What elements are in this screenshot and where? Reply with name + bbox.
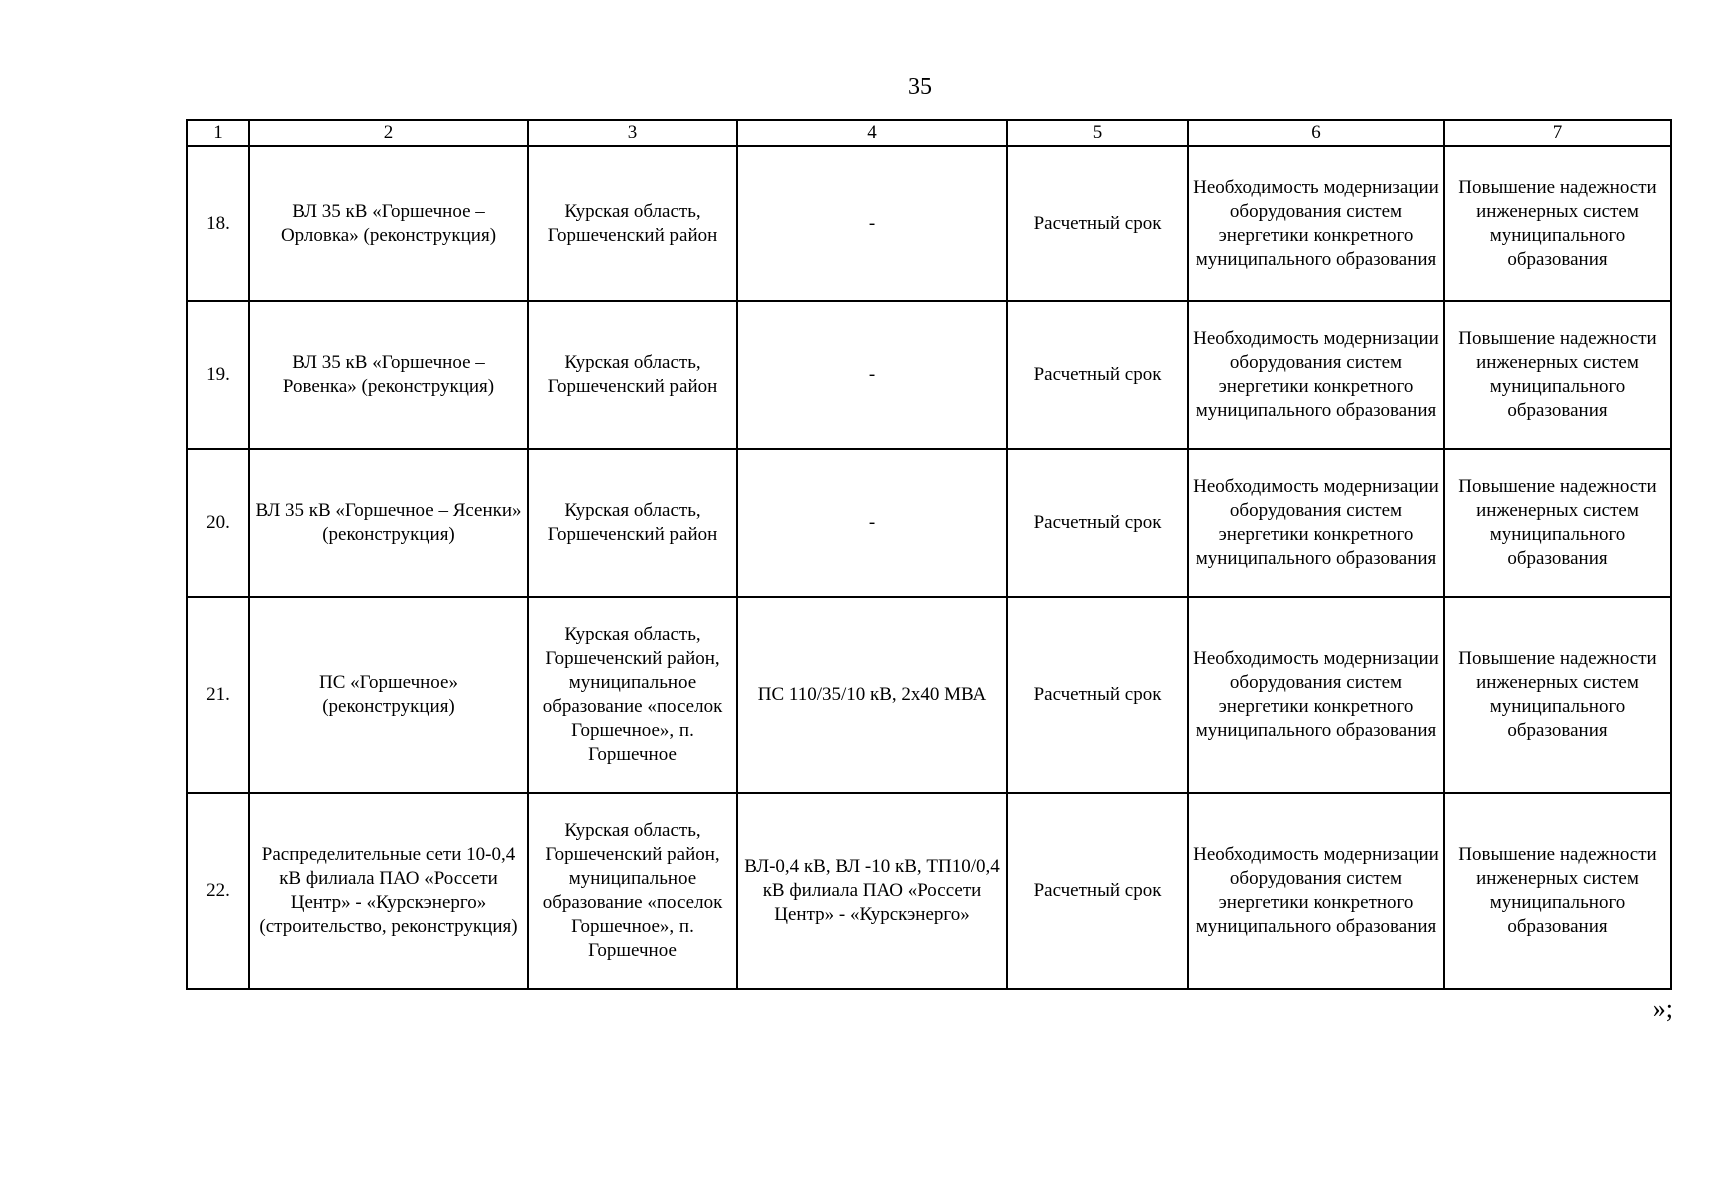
table-header — [187, 120, 1671, 146]
column-header: 2 — [249, 120, 528, 146]
object-name: Распределительные сети 10-0,4 кВ филиала ПАО «Россети Центр» - «Курскэнерго» (строительство, реконструкция) — [249, 793, 528, 989]
object-name: ВЛ 35 кВ «Горшечное – Ясенки» (реконструкция) — [249, 449, 528, 597]
row-number: 20. — [187, 449, 249, 597]
object-location: Курская область, Горшеченский район, муниципальное образование «поселок Горшечное», п. Горшечное — [528, 597, 737, 793]
reason: Необходимость модернизации оборудования систем энергетики конкретного муниципального образования — [1188, 597, 1444, 793]
implementation-term: Расчетный срок — [1007, 146, 1188, 301]
column-header: 6 — [1188, 120, 1444, 146]
goal: Повышение надежности инженерных систем муниципального образования — [1444, 449, 1671, 597]
column-header: 1 — [187, 120, 249, 146]
reason: Необходимость модернизации оборудования систем энергетики конкретного муниципального образования — [1188, 146, 1444, 301]
object-location: Курская область, Горшеченский район — [528, 301, 737, 449]
header-row — [187, 120, 1671, 146]
column-header: 5 — [1007, 120, 1188, 146]
object-characteristics: - — [737, 301, 1007, 449]
reason: Необходимость модернизации оборудования систем энергетики конкретного муниципального образования — [1188, 793, 1444, 989]
implementation-term: Расчетный срок — [1007, 597, 1188, 793]
row-number: 19. — [187, 301, 249, 449]
implementation-term: Расчетный срок — [1007, 301, 1188, 449]
object-location: Курская область, Горшеченский район — [528, 449, 737, 597]
implementation-term: Расчетный срок — [1007, 449, 1188, 597]
object-characteristics: ВЛ-0,4 кВ, ВЛ -10 кВ, ТП10/0,4 кВ филиала ПАО «Россети Центр» - «Курскэнерго» — [737, 793, 1007, 989]
table-row — [187, 301, 1671, 449]
column-header: 7 — [1444, 120, 1671, 146]
column-header: 4 — [737, 120, 1007, 146]
object-location: Курская область, Горшеченский район — [528, 146, 737, 301]
table-row — [187, 597, 1671, 793]
object-name: ВЛ 35 кВ «Горшечное – Ровенка» (реконструкция) — [249, 301, 528, 449]
goal: Повышение надежности инженерных систем муниципального образования — [1444, 597, 1671, 793]
object-characteristics: ПС 110/35/10 кВ, 2х40 МВА — [737, 597, 1007, 793]
reason: Необходимость модернизации оборудования систем энергетики конкретного муниципального образования — [1188, 301, 1444, 449]
goal: Повышение надежности инженерных систем муниципального образования — [1444, 793, 1671, 989]
closing-quote-mark: »; — [1652, 994, 1673, 1023]
object-characteristics: - — [737, 146, 1007, 301]
table-row — [187, 449, 1671, 597]
row-number: 18. — [187, 146, 249, 301]
object-name: ПС «Горшечное» (реконструкция) — [249, 597, 528, 793]
table-row — [187, 146, 1671, 301]
projects-table — [186, 119, 1672, 990]
object-name: ВЛ 35 кВ «Горшечное – Орловка» (реконструкция) — [249, 146, 528, 301]
row-number: 21. — [187, 597, 249, 793]
row-number: 22. — [187, 793, 249, 989]
object-characteristics: - — [737, 449, 1007, 597]
goal: Повышение надежности инженерных систем муниципального образования — [1444, 146, 1671, 301]
table-row — [187, 793, 1671, 989]
reason: Необходимость модернизации оборудования систем энергетики конкретного муниципального образования — [1188, 449, 1444, 597]
page-number: 35 — [908, 74, 932, 100]
column-header: 3 — [528, 120, 737, 146]
table-body — [187, 146, 1671, 989]
goal: Повышение надежности инженерных систем муниципального образования — [1444, 301, 1671, 449]
implementation-term: Расчетный срок — [1007, 793, 1188, 989]
object-location: Курская область, Горшеченский район, муниципальное образование «поселок Горшечное», п. Горшечное — [528, 793, 737, 989]
